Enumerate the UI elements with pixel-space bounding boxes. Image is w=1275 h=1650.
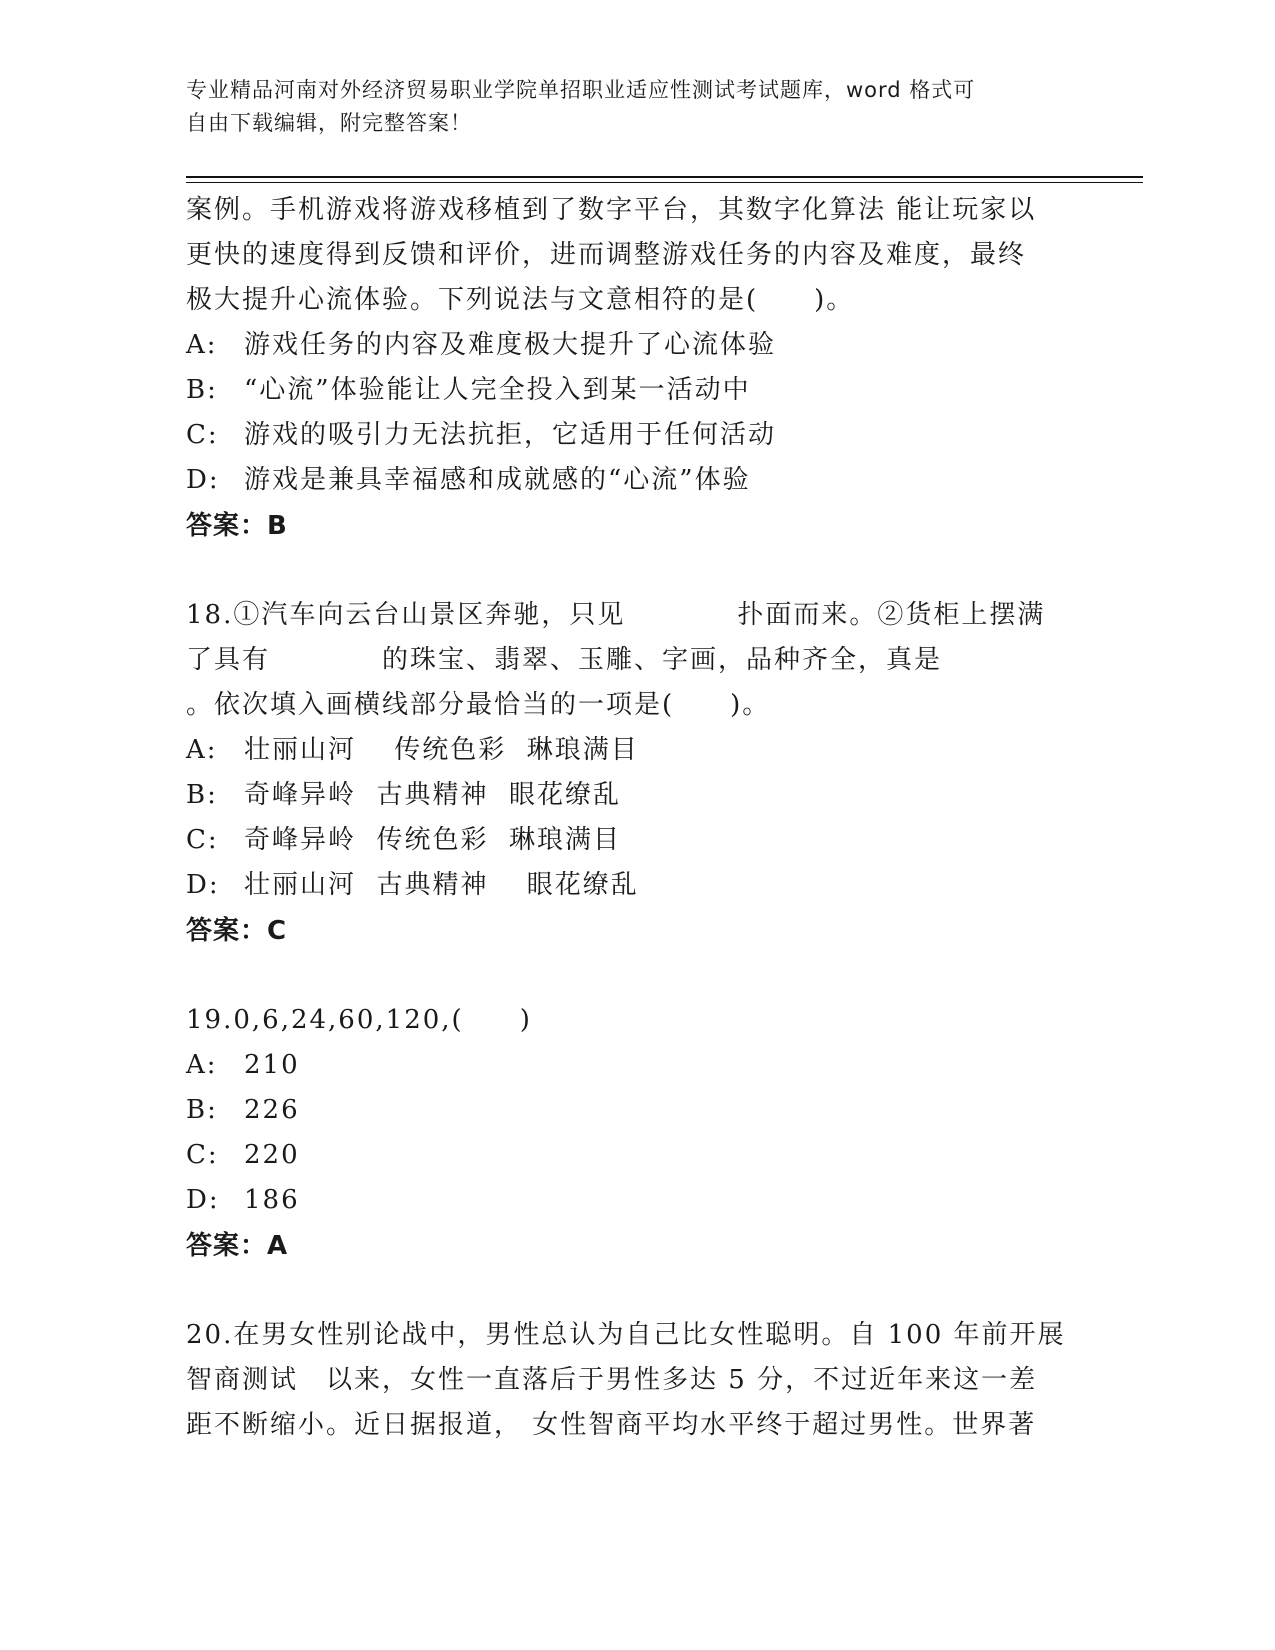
header-rule-thin xyxy=(186,182,1143,183)
option-key: C: xyxy=(186,420,219,450)
option-text: 220 xyxy=(244,1140,300,1170)
option-key: B: xyxy=(186,780,218,810)
question-text-line: 更快的速度得到反馈和评价，进而调整游戏任务的内容及难度，最终 xyxy=(186,240,1027,270)
option-text: 游戏的吸引力无法抗拒，它适用于任何活动 xyxy=(244,420,777,450)
option-key: B: xyxy=(186,375,218,405)
spacer xyxy=(186,1269,1086,1313)
spacer xyxy=(186,549,1086,593)
answer-line: 答案：C xyxy=(186,916,288,946)
option-text: 游戏任务的内容及难度极大提升了心流体验 xyxy=(244,330,777,360)
page-header xyxy=(186,74,1066,140)
option-key: C: xyxy=(186,825,219,855)
question-18 xyxy=(186,593,1086,954)
option-a xyxy=(186,728,1086,773)
option-text: 壮丽山河 古典精神 眼花缭乱 xyxy=(244,870,639,900)
option-key: B: xyxy=(186,1095,218,1125)
option-key: D: xyxy=(186,1185,220,1215)
option-key: D: xyxy=(186,465,220,495)
option-text: 游戏是兼具幸福感和成就感的“心流”体验 xyxy=(244,465,751,495)
option-a xyxy=(186,323,1086,368)
question-text-line: 19.0,6,24,60,120,( ) xyxy=(186,1005,532,1035)
header-line-1: 专业精品河南对外经济贸易职业学院单招职业适应性测试考试题库，word 格式可 xyxy=(186,78,976,102)
option-text: 210 xyxy=(244,1050,300,1080)
document-body xyxy=(186,188,1086,1448)
option-key: A: xyxy=(186,330,218,360)
question-20 xyxy=(186,1313,1086,1448)
spacer xyxy=(186,954,1086,998)
question-text-line: 了具有 的珠宝、翡翠、玉雕、字画，品种齐全，真是 xyxy=(186,645,943,675)
question-17 xyxy=(186,188,1086,549)
header-line-2: 自由下载编辑，附完整答案！ xyxy=(186,111,472,135)
option-b xyxy=(186,368,1086,413)
header-rule-thick xyxy=(186,176,1143,178)
option-text: 186 xyxy=(244,1185,300,1215)
option-text: 奇峰异岭 传统色彩 琳琅满目 xyxy=(244,825,622,855)
question-19 xyxy=(186,998,1086,1269)
option-key: A: xyxy=(186,1050,218,1080)
option-d xyxy=(186,863,1086,908)
option-c xyxy=(186,818,1086,863)
question-text-line: 距不断缩小。近日据报道， 女性智商平均水平终于超过男性。世界著 xyxy=(186,1410,1037,1440)
option-key: D: xyxy=(186,870,220,900)
question-text-line: 极大提升心流体验。下列说法与文意相符的是( )。 xyxy=(186,285,855,315)
question-19-text xyxy=(186,998,1086,1043)
option-text: “心流”体验能让人完全投入到某一活动中 xyxy=(244,375,751,405)
question-17-text xyxy=(186,188,1086,323)
option-b xyxy=(186,1088,1086,1133)
option-c xyxy=(186,1133,1086,1178)
option-c xyxy=(186,413,1086,458)
question-18-text xyxy=(186,593,1086,728)
question-text-line: 。依次填入画横线部分最恰当的一项是( )。 xyxy=(186,690,771,720)
option-b xyxy=(186,773,1086,818)
answer-line: 答案：B xyxy=(186,511,288,541)
option-text: 奇峰异岭 古典精神 眼花缭乱 xyxy=(244,780,622,810)
option-key: A: xyxy=(186,735,218,765)
question-text-line: 案例。手机游戏将游戏移植到了数字平台，其数字化算法 能让玩家以 xyxy=(186,195,1037,225)
option-d xyxy=(186,1178,1086,1223)
question-20-text xyxy=(186,1313,1086,1448)
option-a xyxy=(186,1043,1086,1088)
option-text: 壮丽山河 传统色彩 琳琅满目 xyxy=(244,735,639,765)
answer-line: 答案：A xyxy=(186,1231,289,1261)
question-text-line: 18.①汽车向云台山景区奔驰，只见 扑面而来。②货柜上摆满 xyxy=(186,600,1046,630)
question-text-line: 智商测试 以来，女性一直落后于男性多达 5 分，不过近年来这一差 xyxy=(186,1365,1038,1395)
question-text-line: 20.在男女性别论战中，男性总认为自己比女性聪明。自 100 年前开展 xyxy=(186,1320,1066,1350)
option-key: C: xyxy=(186,1140,219,1170)
option-text: 226 xyxy=(244,1095,300,1125)
option-d xyxy=(186,458,1086,503)
